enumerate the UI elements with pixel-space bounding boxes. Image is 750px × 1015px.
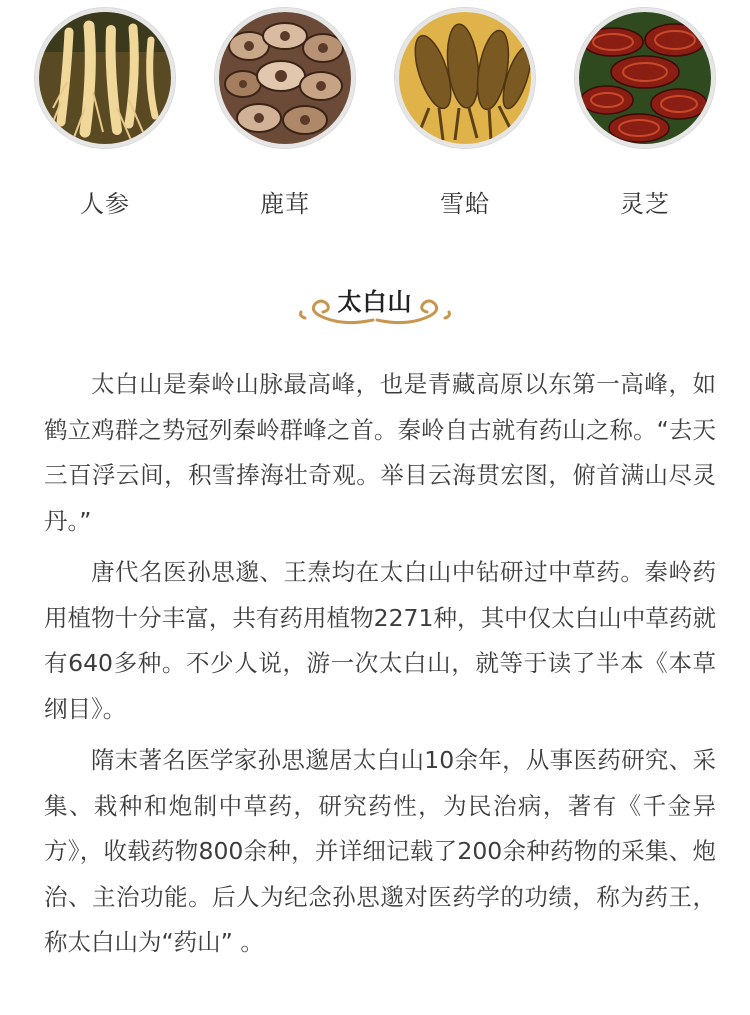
herb-label: 灵芝 xyxy=(620,190,670,218)
herb-item-snow-frog xyxy=(395,8,535,219)
section-heading xyxy=(0,282,750,317)
snow-frog-photo xyxy=(395,8,535,148)
ginseng-photo xyxy=(35,8,175,148)
herb-item-lingzhi xyxy=(575,8,715,219)
herb-item-antler xyxy=(215,8,355,219)
article-body xyxy=(44,362,716,972)
antler-slices-photo xyxy=(215,8,355,148)
paragraph: 唐代名医孙思邈、王焘均在太白山中钻研过中草药。秦岭药用植物十分丰富，共有药用植物2271种，其中仅太白山中草药就有640多种。不少人说，游一次太白山，就等于读了半本《本草纲目》。 xyxy=(44,558,716,723)
ginseng-image xyxy=(39,12,171,144)
herb-label: 鹿茸 xyxy=(260,190,310,218)
herb-item-ginseng xyxy=(35,8,175,219)
antler-image xyxy=(219,12,351,144)
paragraph: 太白山是秦岭山脉最高峰，也是青藏高原以东第一高峰，如鹤立鸡群之势冠列秦岭群峰之首。秦岭自古就有药山之称。“去天三百浮云间，积雪捧海壮奇观。举目云海贯宏图，俯首满山尽灵丹。” xyxy=(44,370,716,535)
paragraph: 隋末著名医学家孙思邈居太白山10余年，从事医药研究、采集、栽种和炮制中草药，研究药性，为民治病，著有《千金异方》，收载药物800余种，并详细记载了200余种药物的采集、炮治、主治功能。后人为纪念孙思邈对医药学的功绩，称为药王，称太白山为“药山” 。 xyxy=(44,746,716,956)
herb-label: 雪蛤 xyxy=(440,190,490,218)
snow-frog-image xyxy=(399,12,531,144)
section-title: 太白山 xyxy=(334,288,417,316)
herb-label: 人参 xyxy=(80,190,130,218)
lingzhi-image xyxy=(579,12,711,144)
herb-gallery xyxy=(0,8,750,228)
lingzhi-photo xyxy=(575,8,715,148)
